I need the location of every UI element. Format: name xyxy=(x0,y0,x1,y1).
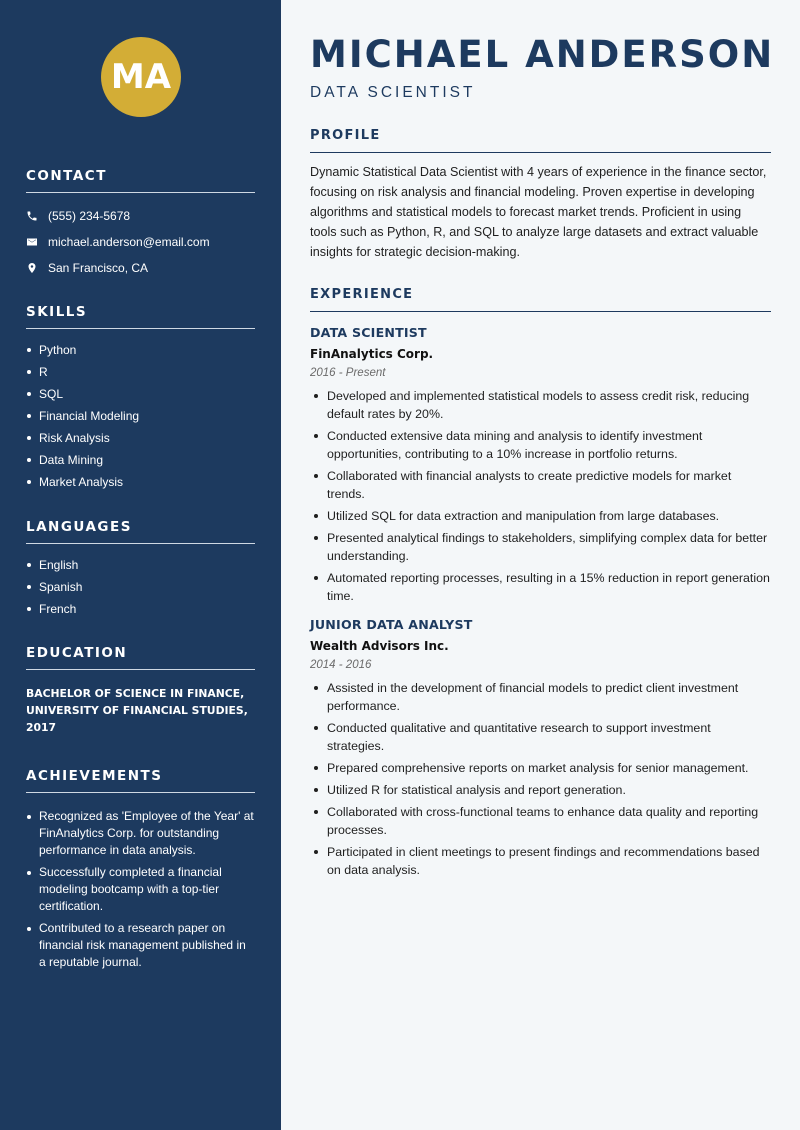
list-item: Presented analytical findings to stakeholders, simplifying complex data for better understanding. xyxy=(310,529,771,565)
list-item: Collaborated with cross-functional teams to enhance data quality and reporting processes. xyxy=(310,803,771,839)
languages-list xyxy=(26,554,255,620)
skills-list xyxy=(26,339,255,493)
email-icon xyxy=(26,236,38,248)
list-item: French xyxy=(26,598,255,620)
job-duties xyxy=(310,387,771,605)
job-title: JUNIOR DATA ANALYST xyxy=(310,617,473,632)
phone-text: (555) 234-5678 xyxy=(48,209,131,223)
education-heading: EDUCATION xyxy=(26,645,255,670)
list-item: Python xyxy=(26,339,255,361)
monogram-avatar: MA xyxy=(101,37,181,117)
job-title: DATA SCIENTIST xyxy=(310,325,427,340)
skills-section xyxy=(26,304,255,493)
list-item: Financial Modeling xyxy=(26,405,255,427)
list-item: R xyxy=(26,361,255,383)
experience-heading: EXPERIENCE xyxy=(310,287,771,312)
contact-phone xyxy=(26,203,255,229)
achievements-section xyxy=(26,768,255,976)
contact-email xyxy=(26,229,255,255)
location-text: San Francisco, CA xyxy=(48,261,149,275)
list-item: Conducted qualitative and quantitative research to support investment strategies. xyxy=(310,719,771,755)
list-item: Conducted extensive data mining and analysis to identify investment opportunities, contributing to a 10% increase in portfolio returns. xyxy=(310,427,771,463)
job-entry xyxy=(310,617,771,879)
location-icon xyxy=(26,262,38,274)
sidebar xyxy=(0,0,281,1130)
job-duties xyxy=(310,679,771,879)
list-item: Prepared comprehensive reports on market analysis for senior management. xyxy=(310,759,771,777)
list-item: Spanish xyxy=(26,576,255,598)
experience-section xyxy=(310,287,771,883)
skills-heading: SKILLS xyxy=(26,304,255,329)
job-dates: 2016 - Present xyxy=(310,367,386,379)
list-item: Assisted in the development of financial models to predict client investment performance. xyxy=(310,679,771,715)
contact-location xyxy=(26,255,255,281)
list-item: Recognized as 'Employee of the Year' at FinAnalytics Corp. for outstanding performance in data analysis. xyxy=(26,808,255,859)
job-dates: 2014 - 2016 xyxy=(310,659,372,671)
education-text: BACHELOR OF SCIENCE IN FINANCE, UNIVERSITY OF FINANCIAL STUDIES, 2017 xyxy=(26,687,248,734)
languages-section xyxy=(26,519,255,620)
list-item: Utilized R for statistical analysis and report generation. xyxy=(310,781,771,799)
candidate-name: MICHAEL ANDERSON xyxy=(310,33,775,76)
list-item: Developed and implemented statistical models to assess credit risk, reducing default rates by 20%. xyxy=(310,387,771,423)
list-item: Utilized SQL for data extraction and manipulation from large databases. xyxy=(310,507,771,525)
email-text: michael.anderson@email.com xyxy=(48,235,210,249)
list-item: SQL xyxy=(26,383,255,405)
contact-section xyxy=(26,168,255,281)
list-item: Successfully completed a financial modeling bootcamp with a top-tier certification. xyxy=(26,864,255,915)
profile-section xyxy=(310,128,771,262)
list-item: Automated reporting processes, resulting in a 15% reduction in report generation time. xyxy=(310,569,771,605)
job-entry xyxy=(310,325,771,605)
profile-heading: PROFILE xyxy=(310,128,771,153)
achievements-list xyxy=(26,808,255,971)
profile-text: Dynamic Statistical Data Scientist with 4 years of experience in the finance sector, focusing on risk analysis and financial modeling. Proven expertise in developing algorithms and statistical models to forecast market trends. Proficient in using tools such as Python, R, and SQL to analyze large datasets and extract valuable insights for strategic decision-making. xyxy=(310,165,767,259)
achievements-heading: ACHIEVEMENTS xyxy=(26,768,255,793)
phone-icon xyxy=(26,210,38,222)
list-item: Contributed to a research paper on financial risk management published in a reputable journal. xyxy=(26,920,255,971)
candidate-title: DATA SCIENTIST xyxy=(310,84,476,101)
job-company: FinAnalytics Corp. xyxy=(310,347,434,361)
list-item: Market Analysis xyxy=(26,471,255,493)
contact-heading: CONTACT xyxy=(26,168,255,193)
list-item: Risk Analysis xyxy=(26,427,255,449)
education-section xyxy=(26,645,255,736)
list-item: English xyxy=(26,554,255,576)
list-item: Collaborated with financial analysts to create predictive models for market trends. xyxy=(310,467,771,503)
list-item: Participated in client meetings to present findings and recommendations based on data analysis. xyxy=(310,843,771,879)
languages-heading: LANGUAGES xyxy=(26,519,255,544)
list-item: Data Mining xyxy=(26,449,255,471)
job-company: Wealth Advisors Inc. xyxy=(310,639,449,653)
